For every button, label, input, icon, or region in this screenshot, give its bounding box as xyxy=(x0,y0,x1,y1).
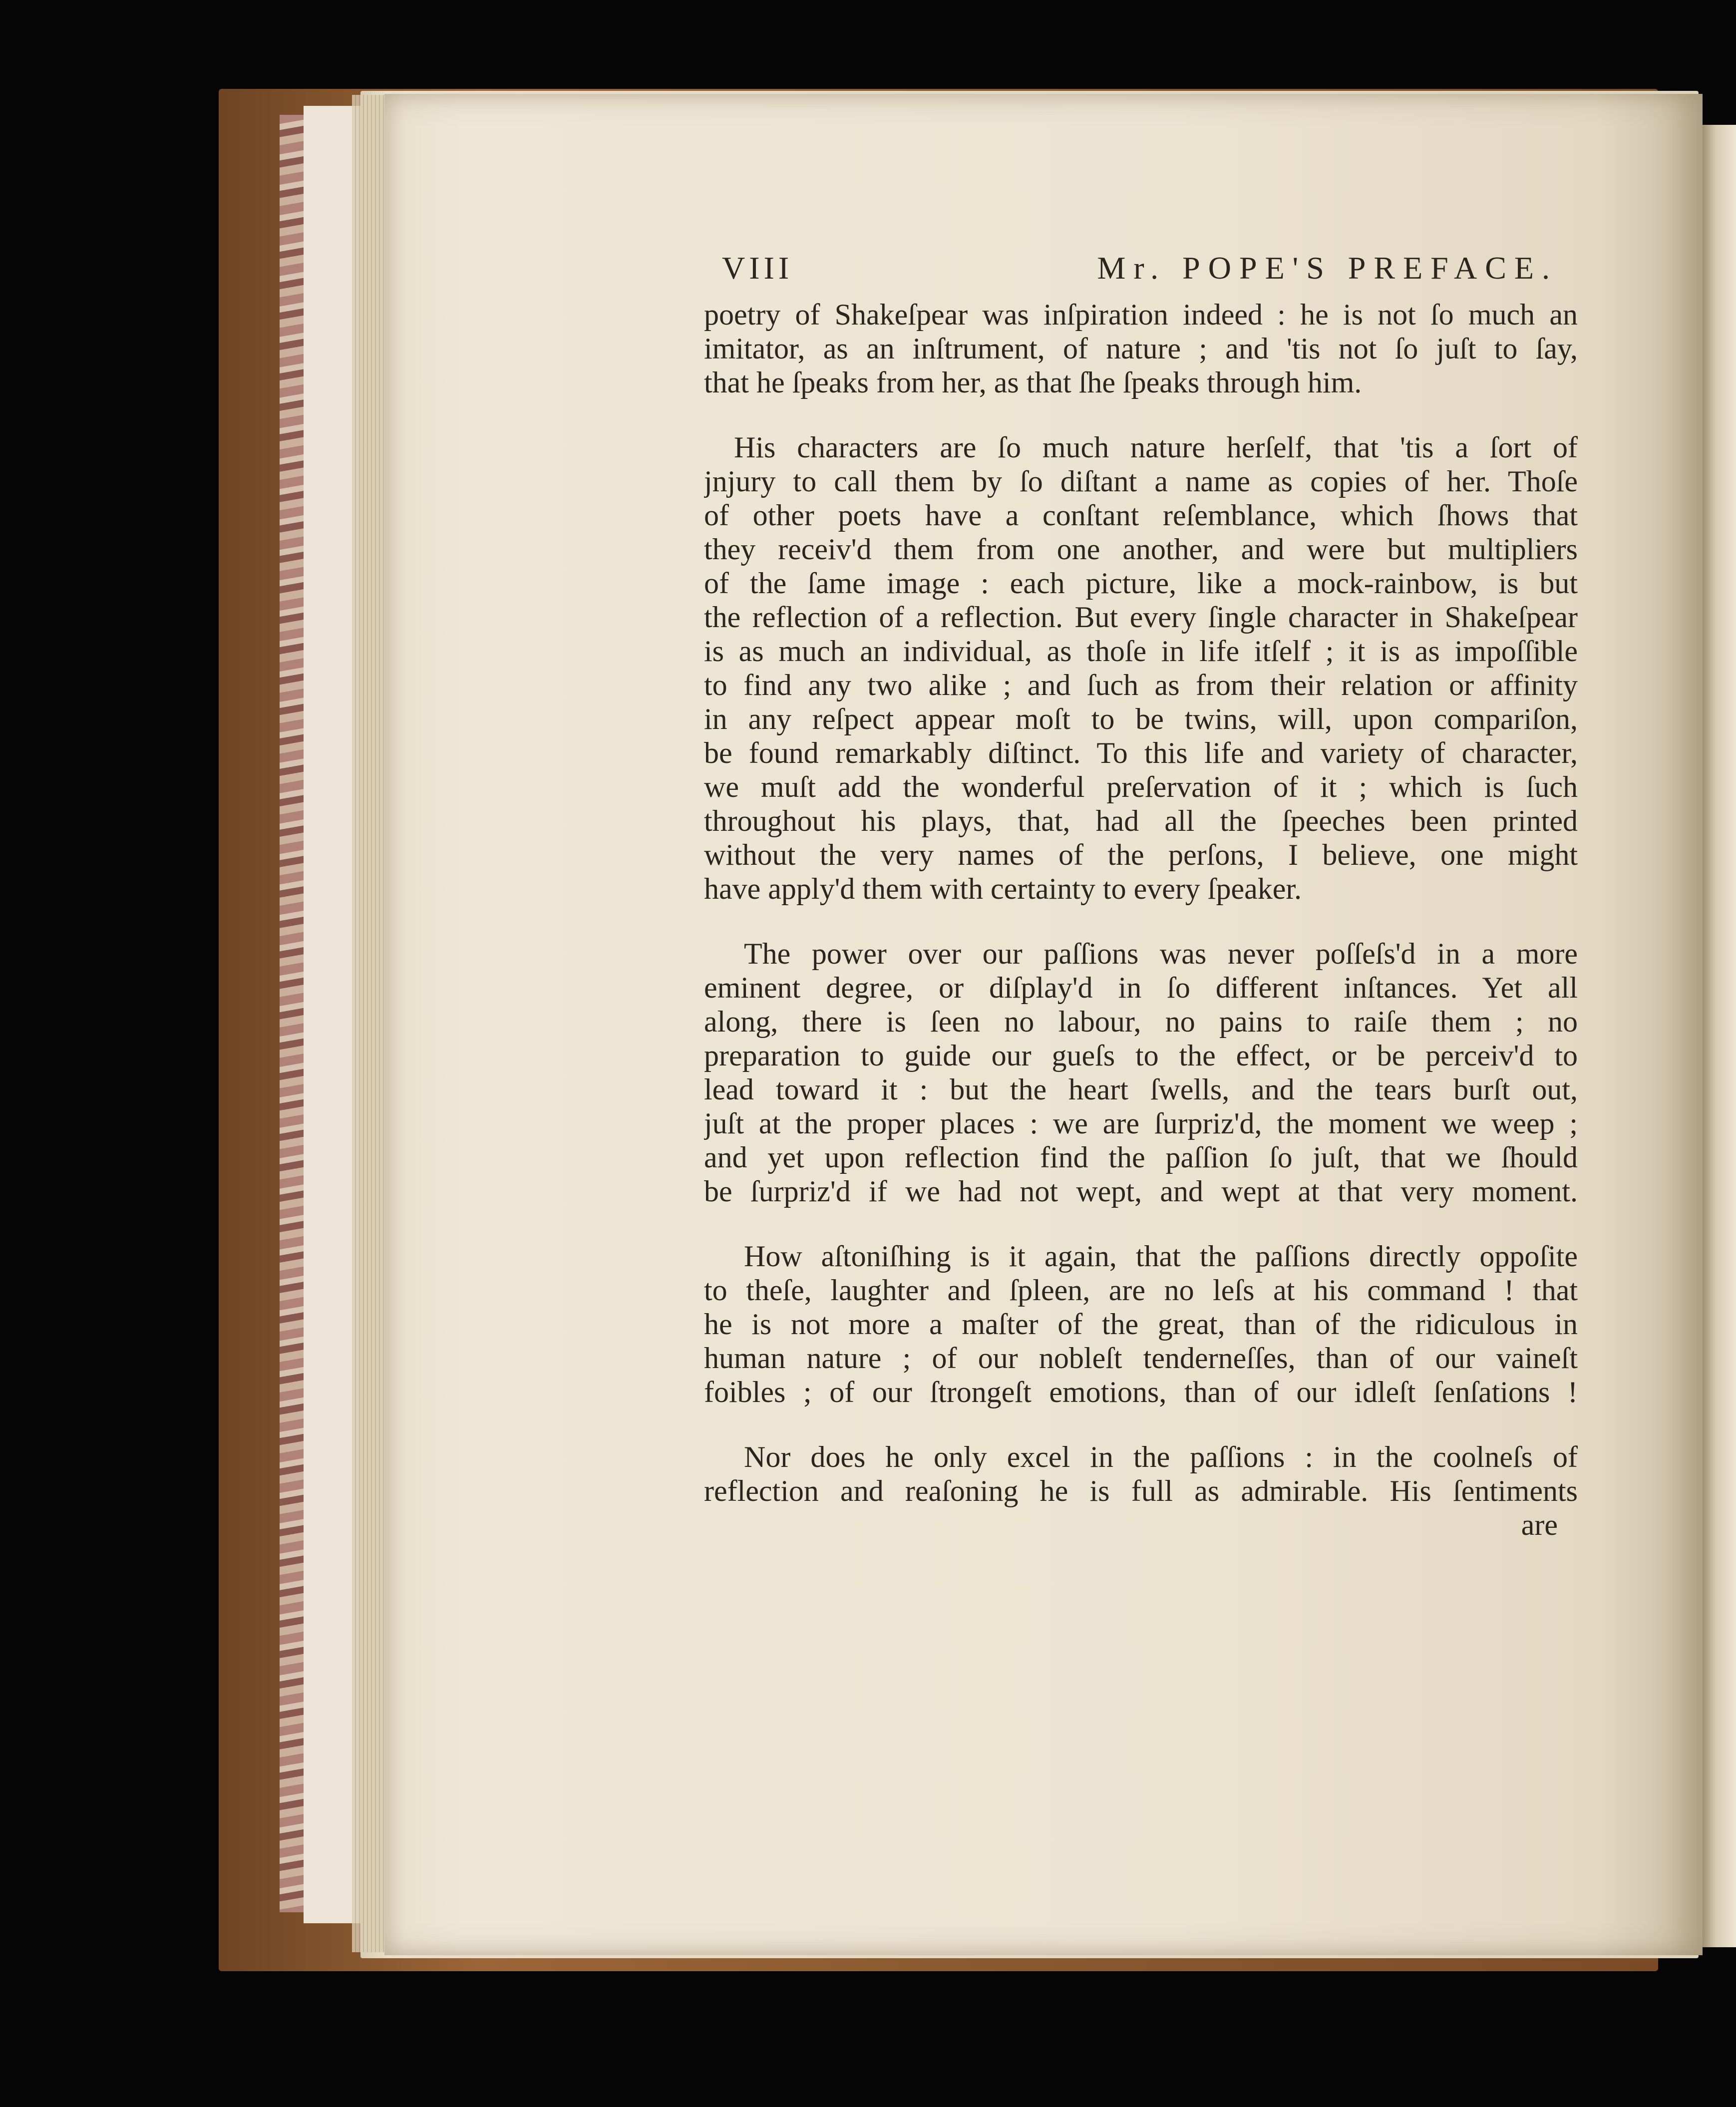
text-line: and yet upon reflection find the paſſion ſo juſt, that we ſhould xyxy=(704,1141,1578,1174)
text-line: along, there is ſeen no labour, no pains to raiſe them ; no xyxy=(704,1005,1578,1038)
page-number: VIII xyxy=(722,250,793,286)
text-line: eminent degree, or diſplay'd in ſo different inſtances. Yet all xyxy=(704,971,1578,1004)
text-line: Nor does he only excel in the paſſions : in the coolneſs of xyxy=(744,1440,1578,1473)
text-line: reflection and reaſoning he is full as admirable. His ſentiments xyxy=(704,1474,1578,1507)
text-line: imitator, as an inſtrument, of nature ; and 'tis not ſo juſt to ſay, xyxy=(704,332,1578,365)
text-line: that he ſpeaks from her, as that ſhe ſpeaks through him. xyxy=(704,366,1362,399)
page-text xyxy=(704,250,1578,1542)
text-line: to find any two alike ; and ſuch as from their relation or affinity xyxy=(704,669,1578,702)
text-line: preparation to guide our gueſs to the effect, or be perceiv'd to xyxy=(704,1039,1578,1072)
text-line: of other poets have a conſtant reſemblance, which ſhows that xyxy=(704,499,1578,532)
text-line: human nature ; of our nobleſt tenderneſſes, than of our vaineſt xyxy=(704,1342,1578,1375)
text-line: foibles ; of our ſtrongeſt emotions, than of our idleſt ſenſations ! xyxy=(704,1376,1578,1408)
text-line: The power over our paſſions was never poſſeſs'd in a more xyxy=(744,937,1578,970)
text-line: have apply'd them with certainty to every ſpeaker. xyxy=(704,872,1302,905)
text-line: is as much an individual, as thoſe in life itſelf ; it is as impoſſible xyxy=(704,635,1578,668)
facing-page-edge xyxy=(1703,125,1736,1947)
text-line: be found remarkably diſtinct. To this life and variety of character, xyxy=(704,736,1578,769)
text-line: be ſurpriz'd if we had not wept, and wept at that very moment. xyxy=(704,1175,1578,1208)
text-line: His characters are ſo much nature herſelf, that 'tis a ſort of xyxy=(734,431,1578,464)
text-line: throughout his plays, that, had all the ſpeeches been printed xyxy=(704,804,1578,837)
text-line: they receiv'd them from one another, and were but multipliers xyxy=(704,533,1578,566)
text-line: juſt at the proper places : we are ſurpriz'd, the moment we weep ; xyxy=(704,1107,1578,1140)
text-line: lead toward it : but the heart ſwells, and the tears burſt out, xyxy=(704,1073,1578,1106)
paragraph xyxy=(704,298,1578,399)
text-line: to theſe, laughter and ſpleen, are no leſs at his command ! that xyxy=(704,1274,1578,1307)
running-title: Mr. POPE'S PREFACE. xyxy=(1097,250,1558,286)
text-line: jnjury to call them by ſo diſtant a name as copies of her. Thoſe xyxy=(704,465,1578,498)
text-line: without the very names of the perſons, I believe, one might xyxy=(704,838,1578,871)
paragraph xyxy=(704,1440,1578,1508)
text-line: he is not more a maſter of the great, than of the ridiculous in xyxy=(704,1308,1578,1341)
paragraph xyxy=(704,1239,1578,1409)
text-line: of the ſame image : each picture, like a mock-rainbow, is but xyxy=(704,567,1578,600)
paragraph xyxy=(704,937,1578,1208)
text-line: How aſtoniſhing is it again, that the paſſions directly oppoſite xyxy=(744,1240,1578,1273)
running-header xyxy=(704,250,1578,287)
page-edges xyxy=(352,95,387,1952)
paragraph xyxy=(704,430,1578,906)
text-line: in any reſpect appear moſt to be twins, will, upon compariſon, xyxy=(704,702,1578,735)
text-line: the reflection of a reflection. But every ſingle character in Shakeſpear xyxy=(704,601,1578,634)
catchword: are xyxy=(1521,1508,1558,1541)
text-line: we muſt add the wonderful preſervation of it ; which is ſuch xyxy=(704,770,1578,803)
text-line: poetry of Shakeſpear was inſpiration indeed : he is not ſo much an xyxy=(704,298,1578,331)
